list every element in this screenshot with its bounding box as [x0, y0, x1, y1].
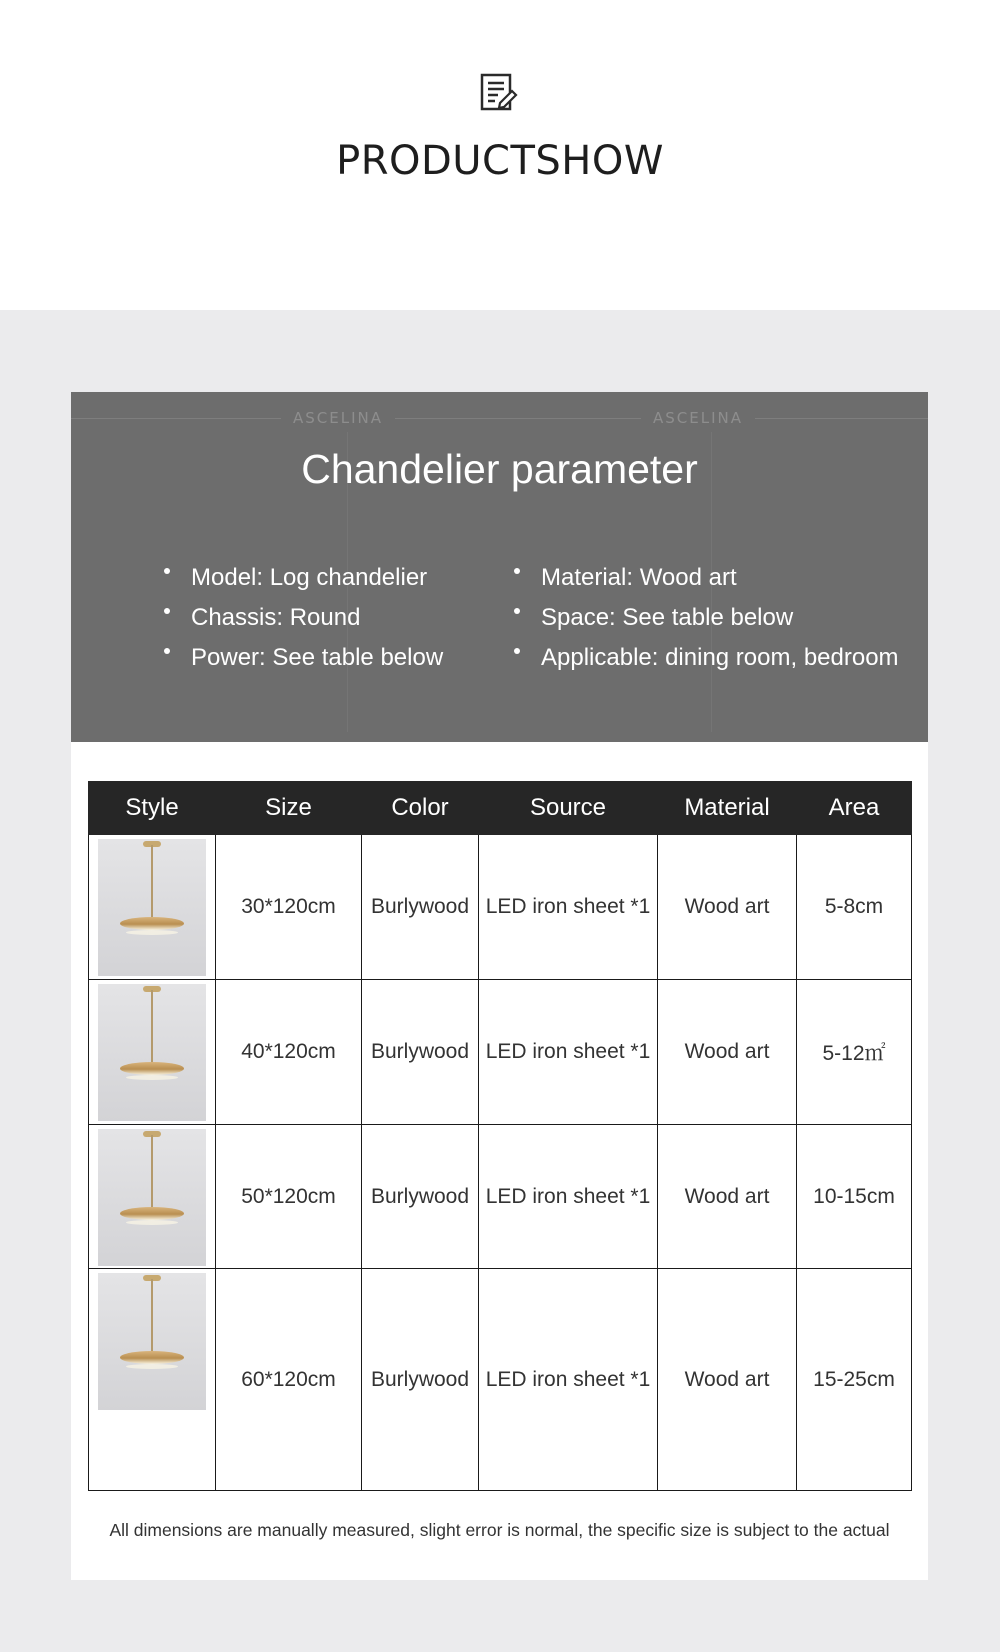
pendant-lamp-photo — [98, 1129, 206, 1266]
column-header-material: Material — [658, 782, 797, 835]
source-cell: LED iron sheet *1 — [479, 835, 658, 980]
area-cell: 15-25cm — [797, 1269, 912, 1491]
color-cell: Burlywood — [362, 835, 479, 980]
style-cell — [89, 1125, 216, 1269]
area-cell: 10-15cm — [797, 1125, 912, 1269]
size-cell: 30*120cm — [216, 835, 362, 980]
column-header-style: Style — [89, 782, 216, 835]
source-cell: LED iron sheet *1 — [479, 1125, 658, 1269]
material-cell: Wood art — [658, 1269, 797, 1491]
parameter-title: Chandelier parameter — [301, 446, 698, 492]
parameter-list-left — [163, 558, 443, 678]
style-cell — [89, 980, 216, 1125]
parameter-chassis: Chassis: Round — [163, 598, 443, 638]
table-row — [89, 980, 912, 1125]
color-cell: Burlywood — [362, 1269, 479, 1491]
column-header-color: Color — [362, 782, 479, 835]
table-row — [89, 1125, 912, 1269]
pendant-lamp-photo — [98, 984, 206, 1121]
parameter-panel — [71, 392, 928, 742]
header-section — [0, 0, 1000, 310]
parameter-applicable: Applicable: dining room, bedroom — [513, 638, 899, 678]
style-cell — [89, 835, 216, 980]
column-header-size: Size — [216, 782, 362, 835]
material-cell: Wood art — [658, 980, 797, 1125]
size-cell: 50*120cm — [216, 1125, 362, 1269]
measurement-note: All dimensions are manually measured, slight error is normal, the specific size is subject to the actual — [109, 1520, 890, 1540]
parameter-power: Power: See table below — [163, 638, 443, 678]
watermark: ASCELINA — [441, 408, 928, 428]
column-header-source: Source — [479, 782, 658, 835]
parameter-list-right — [513, 558, 899, 678]
column-header-area: Area — [797, 782, 912, 835]
parameter-card — [71, 392, 928, 1580]
parameter-material: Material: Wood art — [513, 558, 899, 598]
material-cell: Wood art — [658, 835, 797, 980]
table-row — [89, 1269, 912, 1491]
color-cell: Burlywood — [362, 980, 479, 1125]
size-cell: 40*120cm — [216, 980, 362, 1125]
style-cell — [89, 1269, 216, 1491]
page-title: PRODUCTSHOW — [336, 138, 664, 184]
document-edit-icon — [479, 73, 519, 113]
size-cell: 60*120cm — [216, 1269, 362, 1491]
color-cell: Burlywood — [362, 1125, 479, 1269]
pendant-lamp-photo — [98, 1273, 206, 1410]
spec-table — [88, 781, 912, 1491]
table-header-row — [89, 782, 912, 835]
area-cell: 5-12㎡ — [797, 980, 912, 1125]
source-cell: LED iron sheet *1 — [479, 980, 658, 1125]
area-cell: 5-8cm — [797, 835, 912, 980]
pendant-lamp-photo — [98, 839, 206, 976]
table-row — [89, 835, 912, 980]
material-cell: Wood art — [658, 1125, 797, 1269]
parameter-model: Model: Log chandelier — [163, 558, 443, 598]
watermark: ASCELINA — [71, 408, 441, 428]
source-cell: LED iron sheet *1 — [479, 1269, 658, 1491]
parameter-space: Space: See table below — [513, 598, 899, 638]
